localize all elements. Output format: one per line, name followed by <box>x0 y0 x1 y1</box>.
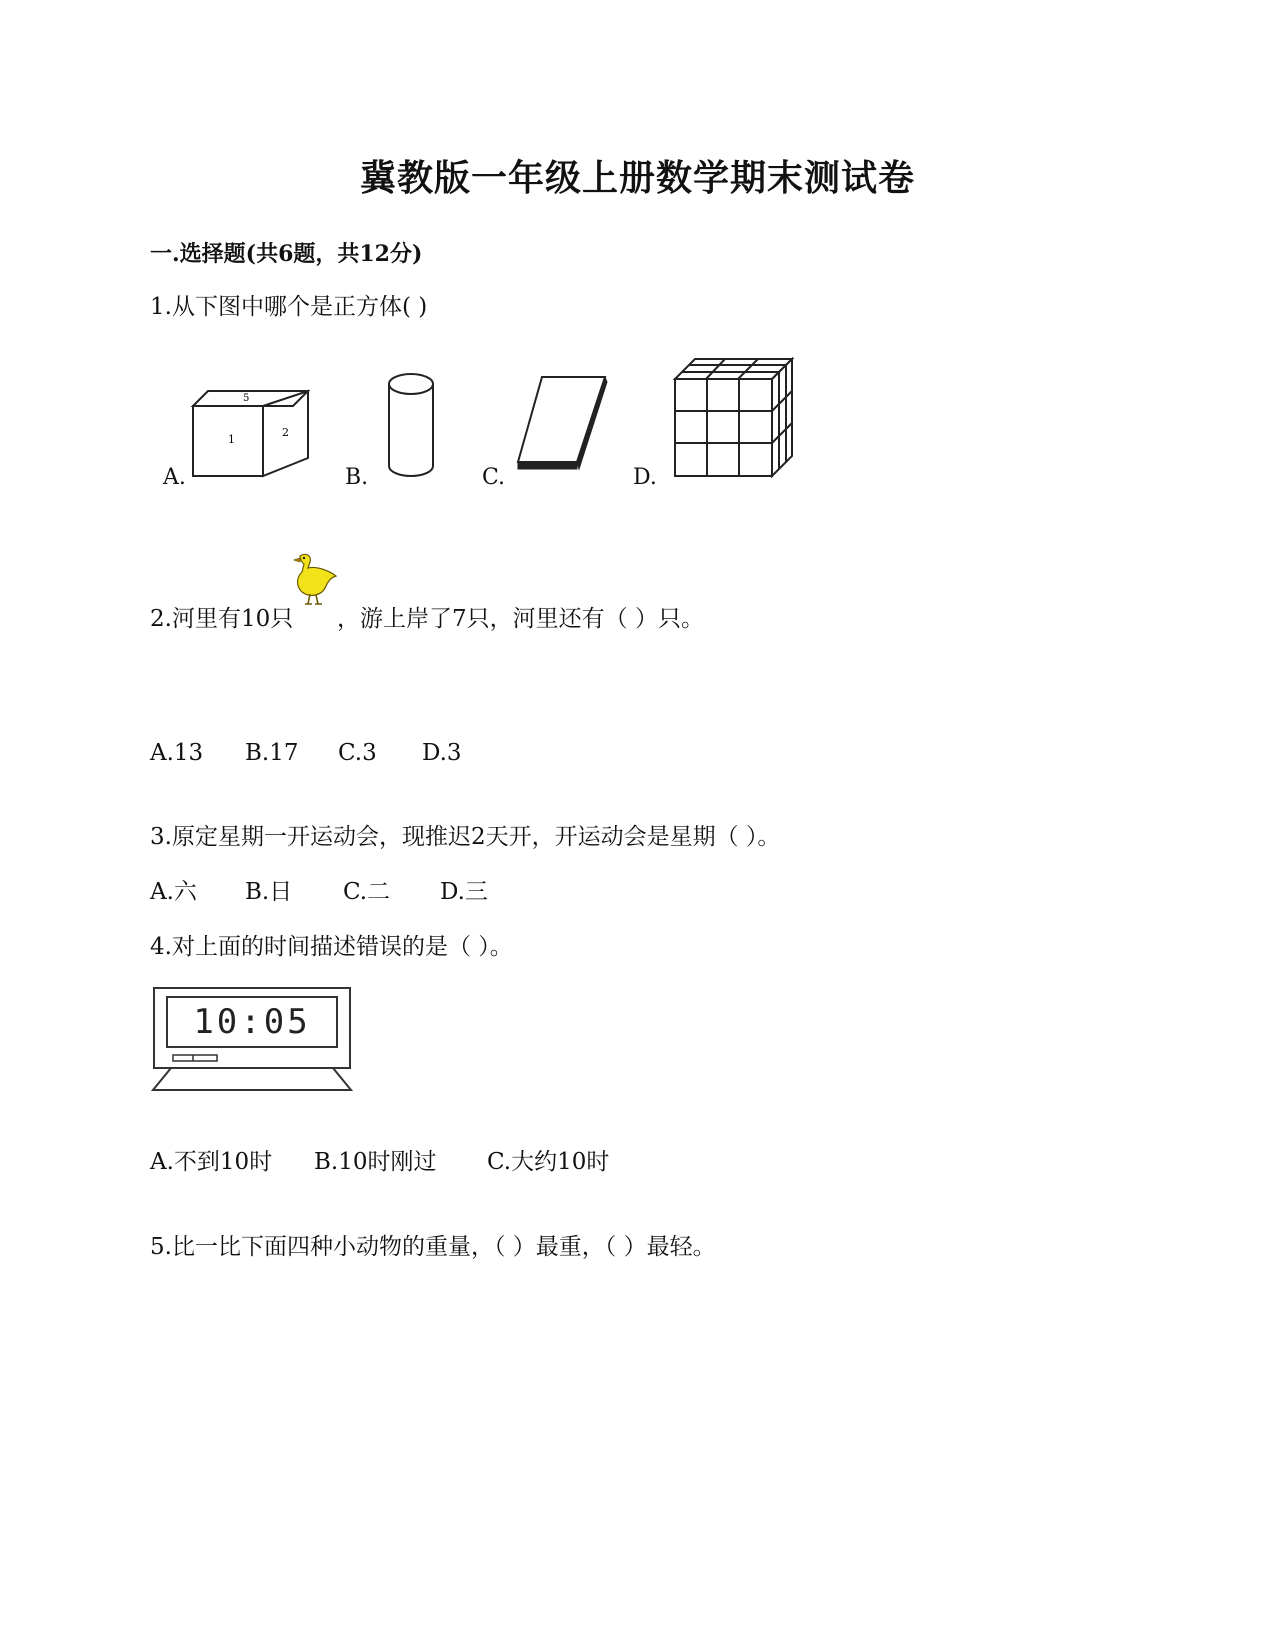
q4-option-a: A.不到10时 <box>150 1149 273 1175</box>
question-4-text: 4.对上面的时间描述错误的是（ ）。 <box>150 934 513 960</box>
cube-figure <box>190 388 315 478</box>
cube-face-5: 5 <box>243 393 250 404</box>
q1-option-b-label: B. <box>345 465 369 490</box>
q1-option-c-label: C. <box>482 465 506 490</box>
duck-icon <box>292 552 340 606</box>
q3-option-a: A.六 <box>150 879 197 905</box>
clock-time-readout: 10:05 <box>193 1002 311 1042</box>
section-heading: 一.选择题(共6题，共12分) <box>150 241 423 267</box>
q1-option-a-label: A. <box>163 465 186 490</box>
digital-clock-figure <box>151 985 357 1105</box>
q2-option-b: B.17 <box>245 740 299 766</box>
question-1-text: 1.从下图中哪个是正方体( ) <box>150 294 428 320</box>
question-5-text: 5.比一比下面四种小动物的重量，（ ）最重，（ ）最轻。 <box>150 1234 716 1260</box>
q3-option-b: B.日 <box>245 879 293 905</box>
q2-option-d: D.3 <box>422 740 462 766</box>
q3-option-d: D.三 <box>440 879 488 905</box>
q4-option-c: C.大约10时 <box>487 1149 610 1175</box>
q2-option-a: A.13 <box>150 740 204 766</box>
question-2-text-after: ，游上岸了7只，河里还有（ ）只。 <box>337 606 704 632</box>
cuboid-figure <box>515 374 610 474</box>
rubiks-cube-figure <box>672 356 798 484</box>
cylinder-figure <box>385 372 437 480</box>
q2-option-c: C.3 <box>338 740 377 766</box>
cube-face-2: 2 <box>282 426 289 439</box>
cube-face-1: 1 <box>228 433 235 446</box>
q4-option-b: B.10时刚过 <box>314 1149 437 1175</box>
question-2-text-before: 2.河里有10只 <box>150 606 294 632</box>
q3-option-c: C.二 <box>343 879 391 905</box>
page-title: 冀教版一年级上册数学期末测试卷 <box>359 157 915 199</box>
question-3-text: 3.原定星期一开运动会，现推迟2天开，开运动会是星期（ ）。 <box>150 824 781 850</box>
q1-option-d-label: D. <box>633 465 657 490</box>
